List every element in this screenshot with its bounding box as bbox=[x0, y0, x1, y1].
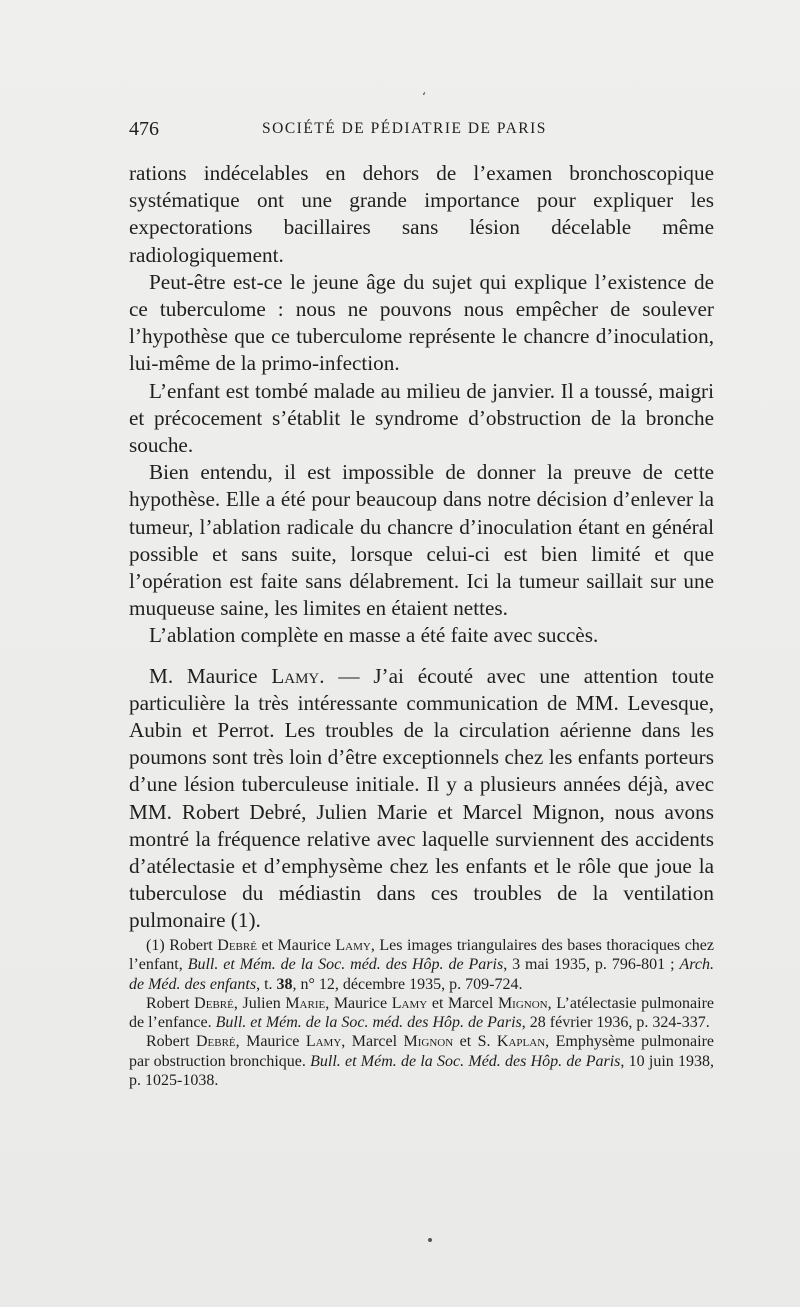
footnote-text: et Marcel bbox=[427, 994, 498, 1012]
footnote-text: et S. bbox=[453, 1033, 497, 1051]
footnote-3 bbox=[129, 1032, 714, 1090]
speaker-name: Lamy bbox=[271, 663, 320, 688]
footnote-text: , Marcel bbox=[341, 1033, 404, 1051]
author: Lamy bbox=[391, 994, 428, 1012]
speaker-paragraph bbox=[129, 663, 714, 935]
footnote-text: , Les images triangulaires des bases thoraciques chez l’enfant, bbox=[129, 937, 714, 974]
footnote-text: Robert bbox=[146, 994, 195, 1012]
page-number: 476 bbox=[129, 118, 159, 140]
footnotes bbox=[129, 936, 714, 1090]
footnote-text: , t. bbox=[256, 975, 277, 993]
author: Debré bbox=[195, 1033, 236, 1051]
author: Lamy bbox=[305, 1033, 342, 1051]
volume-number: 38 bbox=[276, 975, 293, 993]
footnote-text: , 3 mai 1935, p. 796-801 ; bbox=[503, 956, 680, 974]
author: Kaplan bbox=[496, 1033, 546, 1051]
page-header bbox=[129, 118, 714, 142]
author: Marie bbox=[285, 994, 326, 1012]
paragraph: Bien entendu, il est impossible de donner la preuve de cette hypothèse. Elle a été pour beaucoup dans notre décision d’enlever la tumeur, l’ablation radicale du chancre d’inoculation étant en général possible et sans suite, lorsque celui-ci est bien limité et que l’opération est faite sans délabrement. Ici la tumeur saillait sur une muqueuse saine, les limites en étaient nettes. bbox=[129, 460, 714, 621]
author: Debré bbox=[217, 937, 257, 954]
footnote-text: et Maurice bbox=[256, 937, 336, 954]
stray-dot bbox=[428, 1238, 432, 1242]
footnote-ref: (1) Robert bbox=[146, 937, 213, 954]
journal-title: Bull. et Mém. de la Soc. Méd. des Hôp. de Paris bbox=[310, 1052, 621, 1070]
footnote-text: , n° 12, décembre 1935, p. 709-724. bbox=[292, 975, 523, 993]
running-title: SOCIÉTÉ DE PÉDIATRIE DE PARIS bbox=[262, 120, 547, 137]
author: Debré bbox=[194, 994, 234, 1012]
author: Mignon bbox=[497, 994, 548, 1012]
journal-title: Bull. et Mém. de la Soc. méd. des Hôp. de Paris bbox=[187, 956, 504, 974]
footnote-text: , Maurice bbox=[235, 1033, 306, 1051]
footnote-2 bbox=[129, 994, 714, 1033]
stray-mark: ‘ bbox=[422, 90, 426, 104]
journal-title: Arch. de Méd. des enfants bbox=[129, 956, 715, 993]
footnote-text: , L’atélectasie pulmonaire de l’enfance. bbox=[129, 994, 714, 1032]
body-text bbox=[129, 160, 714, 935]
paragraph: rations indécelables en dehors de l’examen bronchoscopique systématique ont une grande importance pour expliquer les expectorations bacillaires sans lésion décelable même radiologiquement. bbox=[129, 161, 714, 267]
author: Lamy bbox=[335, 937, 371, 954]
footnote-text: , Emphysème pulmonaire par obstruction bronchique. bbox=[129, 1033, 714, 1070]
footnote-1 bbox=[129, 936, 714, 994]
footnote-text: , Maurice bbox=[325, 994, 392, 1012]
speaker-text: . — J’ai écouté avec une attention toute particulière la très intéressante communication de MM. Levesque, Aubin et Perrot. Les troubles de la circulation aérienne dans les poumons sont très loin d’être exceptionnels chez les enfants porteurs d’une lésion tuberculeuse initiale. Il y a plusieurs années déjà, avec MM. Robert Debré, Julien Marie et Marcel Mignon, nous avons montré la fréquence relative avec laquelle surviennent des accidents d’atélectasie et d’emphysème chez les enfants et le rôle que joue la tuberculose du médiastin dans ces troubles de la ventilation pulmonaire (1). bbox=[129, 663, 715, 933]
footnote-text: , Julien bbox=[233, 994, 286, 1012]
paragraph: Peut-être est-ce le jeune âge du sujet qui explique l’existence de ce tuberculome : nous ne pouvons nous empêcher de soulever l’hypothèse que ce tuberculome représente le chancre d’inoculation, lui-même de la primo-infection. bbox=[129, 269, 714, 376]
paragraph: L’enfant est tombé malade au milieu de janvier. Il a toussé, maigri et précocement s’établit le syndrome d’obstruction de la bronche souche. bbox=[129, 378, 714, 458]
author: Mignon bbox=[403, 1033, 454, 1051]
speaker-prefix: M. Maurice bbox=[149, 663, 258, 688]
footnote-text: , 10 juin 1938, p. 1025-1038. bbox=[129, 1052, 715, 1090]
footnote-text: Robert bbox=[146, 1033, 196, 1051]
journal-title: Bull. et Mém. de la Soc. méd. des Hôp. de Paris bbox=[215, 1014, 522, 1032]
footnote-text: , 28 février 1936, p. 324-337. bbox=[521, 1014, 710, 1032]
paragraph: L’ablation complète en masse a été faite avec succès. bbox=[149, 623, 599, 648]
